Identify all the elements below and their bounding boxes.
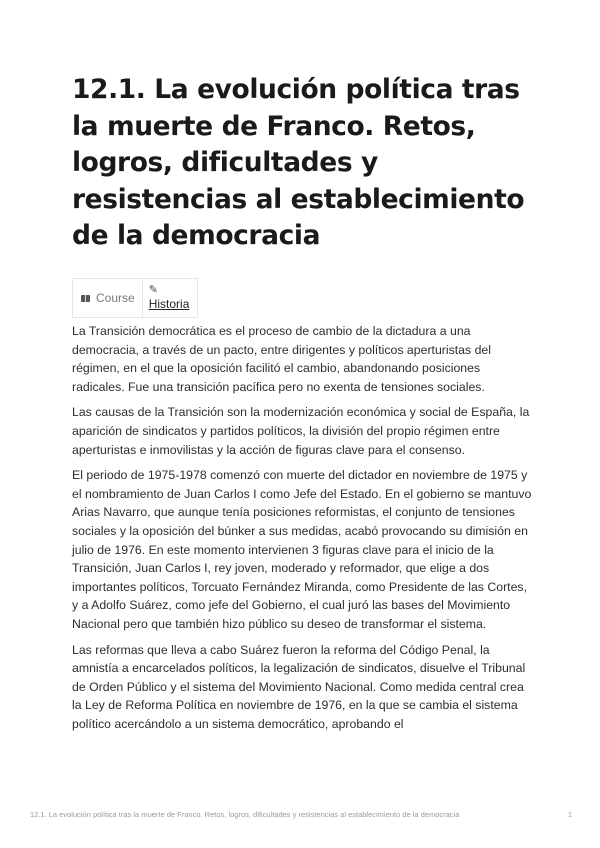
property-key-course (73, 279, 143, 317)
page-footer (30, 810, 572, 819)
paragraph: La Transición democrática es el proceso de cambio de la dictadura a una democracia, a través de un pacto, entre dirigentes y políticos aperturistas del régimen, en el que la oposición facilitó el cambio, abandonando posiciones radicales. Fue una transición pacífica pero no exenta de tensiones sociales. (72, 324, 492, 394)
pencil-icon: ✎ (148, 284, 158, 296)
properties-table (72, 278, 198, 318)
paragraph: Las reformas que lleva a cabo Suárez fueron la reforma del Código Penal, la amnistía a encarcelados políticos, la legalización de sindicatos, disuelve el Tribunal de Orden Público y el sistema del Movimiento Nacional. Como medida central crea la Ley de Reforma Política en noviembre de 1976, en la que se cambia el sistema político acercándolo a un sistema democrático, aprobando el (72, 642, 526, 731)
footer-title: 12.1. La evolución política tras la muerte de Franco. Retos, logros, dificultades y resistencias al establecimiento de la democracia (30, 810, 460, 819)
paragraph: Las causas de la Transición son la modernización económica y social de España, la aparición de sindicatos y partidos políticos, la división del propio régimen entre aperturistas e inmovilistas y la acción de figuras clave para el consenso. (72, 405, 530, 457)
document-body (72, 322, 532, 740)
property-value-course (143, 279, 198, 317)
paragraph: El periodo de 1975-1978 comenzó con muerte del dictador en noviembre de 1975 y el nombramiento de Juan Carlos I como Jefe del Estado. En el gobierno se mantuvo Arias Navarro, que aunque tenía posiciones reformistas, el conjunto de tensiones sociales y la oposición del búnker a sus medidas, acabó provocando su dimisión en julio de 1976. En este momento intervienen 3 figuras clave para el inicio de la Transición, Juan Carlos I, rey joven, moderado y reformador, que elige a dos importantes políticos, Torcuato Fernández Miranda, como Presidente de las Cortes, y a Adolfo Suárez, como jefe del Gobierno, el cual juró las bases del Movimiento Nacional pero que también hizo público su deseo de transformar el sistema. (72, 468, 532, 631)
property-label: Course (96, 291, 135, 305)
course-link[interactable]: Historia (148, 297, 190, 311)
page-title: 12.1. La evolución política tras la muerte de Franco. Retos, logros, dificultades y resistencias al establecimiento de la democracia (72, 74, 525, 251)
page-number: 1 (567, 810, 572, 819)
book-icon (81, 295, 90, 302)
